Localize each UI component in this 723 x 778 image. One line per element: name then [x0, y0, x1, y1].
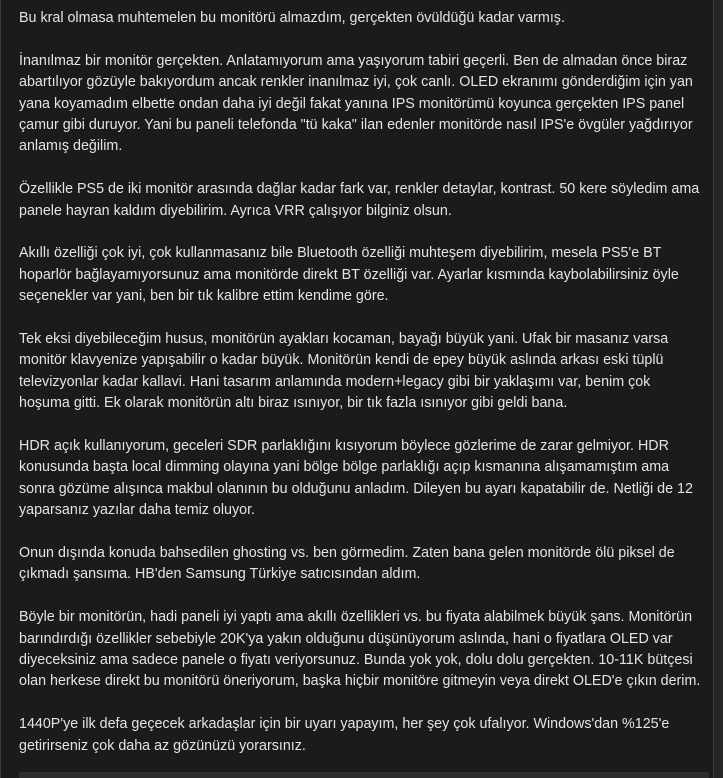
review-paragraph-4: Akıllı özelliği çok iyi, çok kullanmasanız bile Bluetooth özelliği muhteşem diyebilirim, mesela PS5'e BT hoparlör bağlayamıyorsunuz ama monitörde direkt BT özelliği var. Ayarlar kısmında kaybolabilirsiniz öyle seçenekler var yani, ben bir tık kalibre ettim kendime göre. [19, 245, 679, 305]
review-body [19, 8, 703, 778]
review-paragraph-1: Bu kral olmasa muhtemelen bu monitörü almazdım, gerçekten övüldüğü kadar varmış. [19, 10, 565, 26]
review-paragraph-7: Onun dışında konuda bahsedilen ghosting vs. ben görmedim. Zaten bana gelen monitörde ölü piksel de çıkmadı şansıma. HB'den Samsung Türkiye satıcısından aldım. [19, 545, 675, 583]
review-paragraph-2: İnanılmaz bir monitör gerçekten. Anlatamıyorum ama yaşıyorum tabiri geçerli. Ben de almadan önce biraz abartılıyor gözüyle bakıyordum ancak renkler inanılmaz iyi, çok canlı. OLED ekranımı gönderdiğim için yan yana koyamadım elbette ondan daha iyi değil fakat yanına IPS monitörümü koyunca gerçekten IPS panel çamur gibi duruyor. Yani bu paneli telefonda "tü kaka" ilan edenler monitörde nasıl IPS'e övgüler yağdırıyor anlamış değilim. [19, 52, 693, 155]
review-paragraph-5: Tek eksi diyebileceğim husus, monitörün ayakları kocaman, bayağı büyük yani. Ufak bir masanız varsa monitör klavyenize yapışabilir o kadar büyük. Monitörün kendi de epey büyük aslında arkası eski tüplü televizyonlar kadar kallavi. Hani tasarım anlamında modern+legacy gibi bir yaklaşımı var, benim çok hoşuma gitti. Ek olarak monitörün altı biraz ısınıyor, bir tık fazla ısınıyor gibi geldi bana. [19, 331, 669, 412]
review-paragraph-8: Böyle bir monitörün, hadi paneli iyi yaptı ama akıllı özellikleri vs. bu fiyata alabilmek büyük şans. Monitörün barındırdığı özellikler sebebiyle 20K'ya yakın olduğunu düşünüyorum aslında, hani o fiyatlara OLED var diyeceksiniz ama sadece panele o fiyatı veriyorsunuz. Bunda yok yok, dolu dolu gerçekten. 10-11K bütçesi olan herkese direkt bu monitörü öneriyorum, başka hiçbir monitöre gitmeyin veya direkt OLED'e çıkın derim. [19, 609, 701, 690]
page-scroll-edge [714, 0, 723, 778]
review-paragraph-6: HDR açık kullanıyorum, geceleri SDR parlaklığını kısıyorum böylece gözlerime de zarar gelmiyor. HDR konusunda başta local dimming olayına yani bölge bölge parlaklığı açıp kısmanına alışamamıştım ama sonra gözüme alışınca makbul olanının bu olduğunu anladım. Dileyen bu ayarı kapatabilir de. Netliği de 12 yaparsanız yazılar daha temiz oluyor. [19, 438, 693, 519]
review-paragraph-3: Özellikle PS5 de iki monitör arasında dağlar kadar fark var, renkler detaylar, kontrast. 50 kere söyledim ama panele hayran kaldım diyebilirim. Ayrıca VRR çalışıyor bilginiz olsun. [19, 181, 700, 219]
review-paragraph-9: 1440P'ye ilk defa geçecek arkadaşlar için bir uyarı yapayım, her şey çok ufalıyor. Windows'dan %125'e getirirseniz çok daha az gözünüzü yorarsınız. [19, 716, 670, 754]
post-bottom-divider [19, 772, 709, 778]
